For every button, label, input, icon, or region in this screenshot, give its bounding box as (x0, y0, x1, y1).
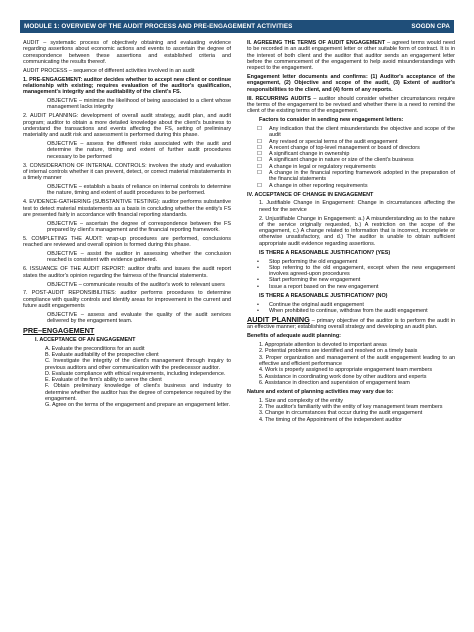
step-audit-planning: 2. AUDIT PLANNING: development of overall audit strategy, audit plan, and audit program; auditor to obtain a more detailed knowledge about the client's business to understand the transactions and events affecting the FS, setting of preliminary materiality and audit risk and assessment is performed during this phase. (23, 113, 231, 139)
nature-item: 1. Size and complexity of the entity (259, 397, 344, 404)
acceptance-item: E. Evaluate of the firm's ability to serve the client (45, 377, 162, 384)
change-engagement-heading: IV. ACCEPTANCE OF CHANGE IN ENGAGEMENT (247, 191, 374, 198)
nature-item: 3. Change in circumstances that occur during the audit engagement (259, 410, 423, 417)
bullet-icon: • (257, 283, 259, 290)
planning-nature-list (247, 398, 455, 423)
bullet-icon: • (257, 307, 259, 314)
audit-definition: AUDIT – systematic process of objectively obtaining and evaluating evidence regarding assertions about economic actions and events to ascertain the degree of correspondence between these assertions and established criteria and communicating the results thereof. (23, 40, 231, 65)
engagement-letter-contents: Engagement letter documents and confirms: (1) Auditor's acceptance of the engagement, (2) Objective and scope of the audit, (3) Extent of auditor's responsibilities to the client, and (4) form of any reports. (247, 74, 455, 93)
planning-nature-heading: Nature and extent of planning activities may vary due to: (247, 388, 394, 395)
recurring-audits-text: – auditor should consider whether circumstances require the terms of the engagement to be revised and whether there is a need to remind the client of the existing terms of the engagement. (247, 95, 456, 115)
right-column (247, 40, 455, 423)
factor-item: ☐ A significant change in ownership (257, 151, 350, 158)
factors-heading: Factors to consider in sending new engagement letters: (259, 117, 404, 124)
step-audit-report: 6. ISSUANCE OF THE AUDIT REPORT: auditor drafts and issues the audit report states the auditor's opinion regarding the fairness of the financial statements. (23, 266, 231, 279)
step-completing-audit-objective: OBJECTIVE – assist the auditor in assessing whether the conclusion reached is consistent with evidence gathered. (47, 251, 231, 264)
yes-item: • Issue a report based on the new engagement (257, 283, 379, 290)
justifiable-change: 1. Justifiable Change in Engagement: Change in circumstances affecting the need for the service (259, 200, 455, 213)
benefit-item: 3. Proper organization and management of the audit engagement leading to an effective and efficient performance (259, 354, 455, 368)
factor-item: ☐ A recent change of top-level management or board of directors (257, 144, 420, 151)
acceptance-item: C. Investigate the integrity of the client's management through inquiry to previous auditors and other communication with the predecessor auditor. (45, 358, 231, 371)
yes-item: • Start performing the new engagement (257, 277, 361, 284)
checkbox-icon: ☐ (257, 170, 262, 177)
benefit-item: 6. Assistance in direction and supervision of engagement team (259, 379, 410, 386)
justification-no-list (247, 302, 455, 315)
factors-list (247, 126, 455, 189)
factor-item: ☐ A significant change in nature or size of the client's business (257, 157, 414, 164)
justification-yes-list (247, 259, 455, 290)
checkbox-icon: ☐ (257, 163, 262, 170)
benefit-item: 1. Appropriate attention is devoted to important areas (259, 342, 387, 349)
factor-item: ☐ Any indication that the client misunderstands the objective and scope of the audit (257, 125, 455, 139)
unjustifiable-change: 2. Unjustifiable Change in Engagement: a.) A misunderstanding as to the nature of the service originally requested, b.) A restriction on the scope of the engagement, c.) A change related to information that is incorrect, incomplete or otherwise unsatisfactory, and d.) The auditor is unable to obtain sufficient appropriate audit evidence regarding assertions. (259, 215, 455, 247)
terms-text: – agreed terms would need to be recorded in an audit engagement letter or other suitable form of contract. It is in the interest of both client and the auditor that auditor sends an engagement letter before the commencement of the engagement to help avoid misunderstandings with respect to the engagement. (247, 40, 455, 72)
bullet-icon: • (257, 258, 259, 265)
step-audit-report-objective: OBJECTIVE – communicate results of the auditor's work to relevant users (47, 281, 225, 288)
justification-yes-heading: IS THERE A REASONABLE JUSTIFICATION? (YES) (259, 249, 391, 256)
yes-item: • Stop referring to the old engagement, except when the new engagement involves agreed-upon procedures (257, 264, 455, 278)
acceptance-list (23, 346, 231, 409)
factor-item: ☐ A change in legal or regulatory requirements (257, 163, 376, 170)
factor-item: ☐ A change in other reporting requirements (257, 182, 368, 189)
checkbox-icon: ☐ (257, 157, 262, 164)
checkbox-icon: ☐ (257, 138, 262, 145)
step-evidence-gathering: 4. EVIDENCE-GATHERING (SUBSTANTIVE TESTING): auditor performs substantive test to detect material misstatements as a basis in concluding whether the entity's FS are presented fairly in accordance with financial reporting standards. (23, 199, 231, 218)
benefits-list (247, 342, 455, 386)
step-evidence-gathering-objective: OBJECTIVE – ascertain the degree of correspondence between the FS prepared by client's management and the financial reporting framework. (47, 220, 231, 234)
step-internal-controls: 3. CONSIDERATION OF INTERNAL CONTROLS: involves the study and evaluation of internal controls whether it can prevent, detect, or correct material misstatements in a timely manner (23, 162, 231, 182)
benefit-item: 2. Potential problems are identified and resolved on a timely basis (259, 348, 418, 355)
audit-process-intro: AUDIT PROCESS – sequence of different activities involved in an audit (23, 67, 195, 74)
acceptance-item: A. Evaluate the preconditions for an audit (45, 345, 145, 352)
checkbox-icon: ☐ (257, 151, 262, 158)
module-header-bar (20, 20, 454, 33)
acceptance-item: G. Agree on the terms of the engagement and prepare an engagement letter. (45, 402, 230, 409)
factor-item: ☐ A change in the financial reporting framework adopted in the preparation of the financial statements (257, 170, 455, 183)
factor-item: ☐ Any revised or special terms of the audit engagement (257, 138, 398, 145)
bullet-icon: • (257, 301, 259, 308)
nature-item: 2. The auditor's familiarity with the entity of key management team members (259, 404, 443, 411)
audit-planning-text: – primary objective of the auditor is to perform the audit in an effective manner; establishing overall strategy and developing an audit plan. (247, 318, 455, 331)
checkbox-icon: ☐ (257, 182, 262, 189)
bullet-icon: • (257, 264, 259, 271)
recurring-audits-heading: III. RECURRING AUDITS (247, 95, 311, 102)
step-completing-audit: 5. COMPLETING THE AUDIT: wrap-up procedures are performed, conclusions reached are reviewed and overall opinion is formed during this phase. (23, 235, 231, 249)
module-title: MODULE 1: OVERVIEW OF THE AUDIT PROCESS AND PRE-ENGAGEMENT ACTIVITIES (24, 23, 293, 30)
checkbox-icon: ☐ (257, 125, 262, 132)
step-pre-engagement: 1. PRE-ENGAGEMENT: auditor decides whether to accept new client or continue relationship with existing; requires evaluation of the auditor's qualification, management's integrity and the auditability of the client's FS. (23, 76, 231, 96)
pre-engagement-heading: PRE–ENGAGEMENT (23, 326, 95, 336)
step-post-audit: 7. POST-AUDIT REPONSIBILITIES: auditor performs procedures to determine compliance with quality controls and identify areas for improvement in the current and future audit engagements (23, 290, 231, 309)
acceptance-item: F. Obtain preliminary knowledge of client's business and industry to determine whether the auditor has the degree of competence required by the engagement. (45, 383, 231, 403)
acceptance-heading: I. ACCEPTANCE OF AN ENGAGEMENT (35, 336, 136, 343)
author-tag: SOGDN CPA (411, 23, 450, 30)
step-internal-controls-objective: OBJECTIVE – establish a basis of reliance on internal controls to determine the nature, timing and extent of audit procedures to be performed. (47, 184, 231, 197)
step-audit-planning-objective: OBJECTIVE – assess the different risks associated with the audit and determine the nature, timing and extent of further audit procedures necessary to be performed (47, 141, 231, 160)
left-column (23, 40, 231, 411)
acceptance-item: B. Evaluate auditability of the prospective client (45, 351, 159, 358)
nature-item: 4. The timing of the Appointment of the independent auditor (259, 416, 402, 423)
terms-heading: II. AGREEING THE TERMS OF AUDIT ENGAGEMENT (247, 40, 386, 46)
benefit-item: 5. Assistance in coordinating work done by other auditors and experts (259, 373, 427, 380)
bullet-icon: • (257, 277, 259, 284)
benefit-item: 4. Work is properly assigned to appropriate engagement team members (259, 367, 433, 374)
no-item: • Continue the original audit engagement (257, 301, 364, 308)
benefits-heading: Benefits of adequate audit planning: (247, 333, 341, 340)
step-pre-engagement-objective: OBJECTIVE – minimize the likelihood of being associated to a client whose management lacks integrity (47, 98, 231, 111)
justification-no-heading: IS THERE A REASONABLE JUSTIFICATION? (NO) (259, 292, 388, 299)
step-post-audit-objective: OBJECTIVE – assess and evaluate the quality of the audit services delivered by the engagement team. (47, 311, 231, 325)
no-item: • When prohibited to continue, withdraw from the audit engagement (257, 307, 428, 314)
yes-item: • Stop performing the old engagement (257, 258, 358, 265)
checkbox-icon: ☐ (257, 144, 262, 151)
audit-planning-heading: AUDIT PLANNING (247, 315, 310, 325)
acceptance-item: D. Evaluate compliance with ethical requirements, including independence. (45, 370, 226, 377)
